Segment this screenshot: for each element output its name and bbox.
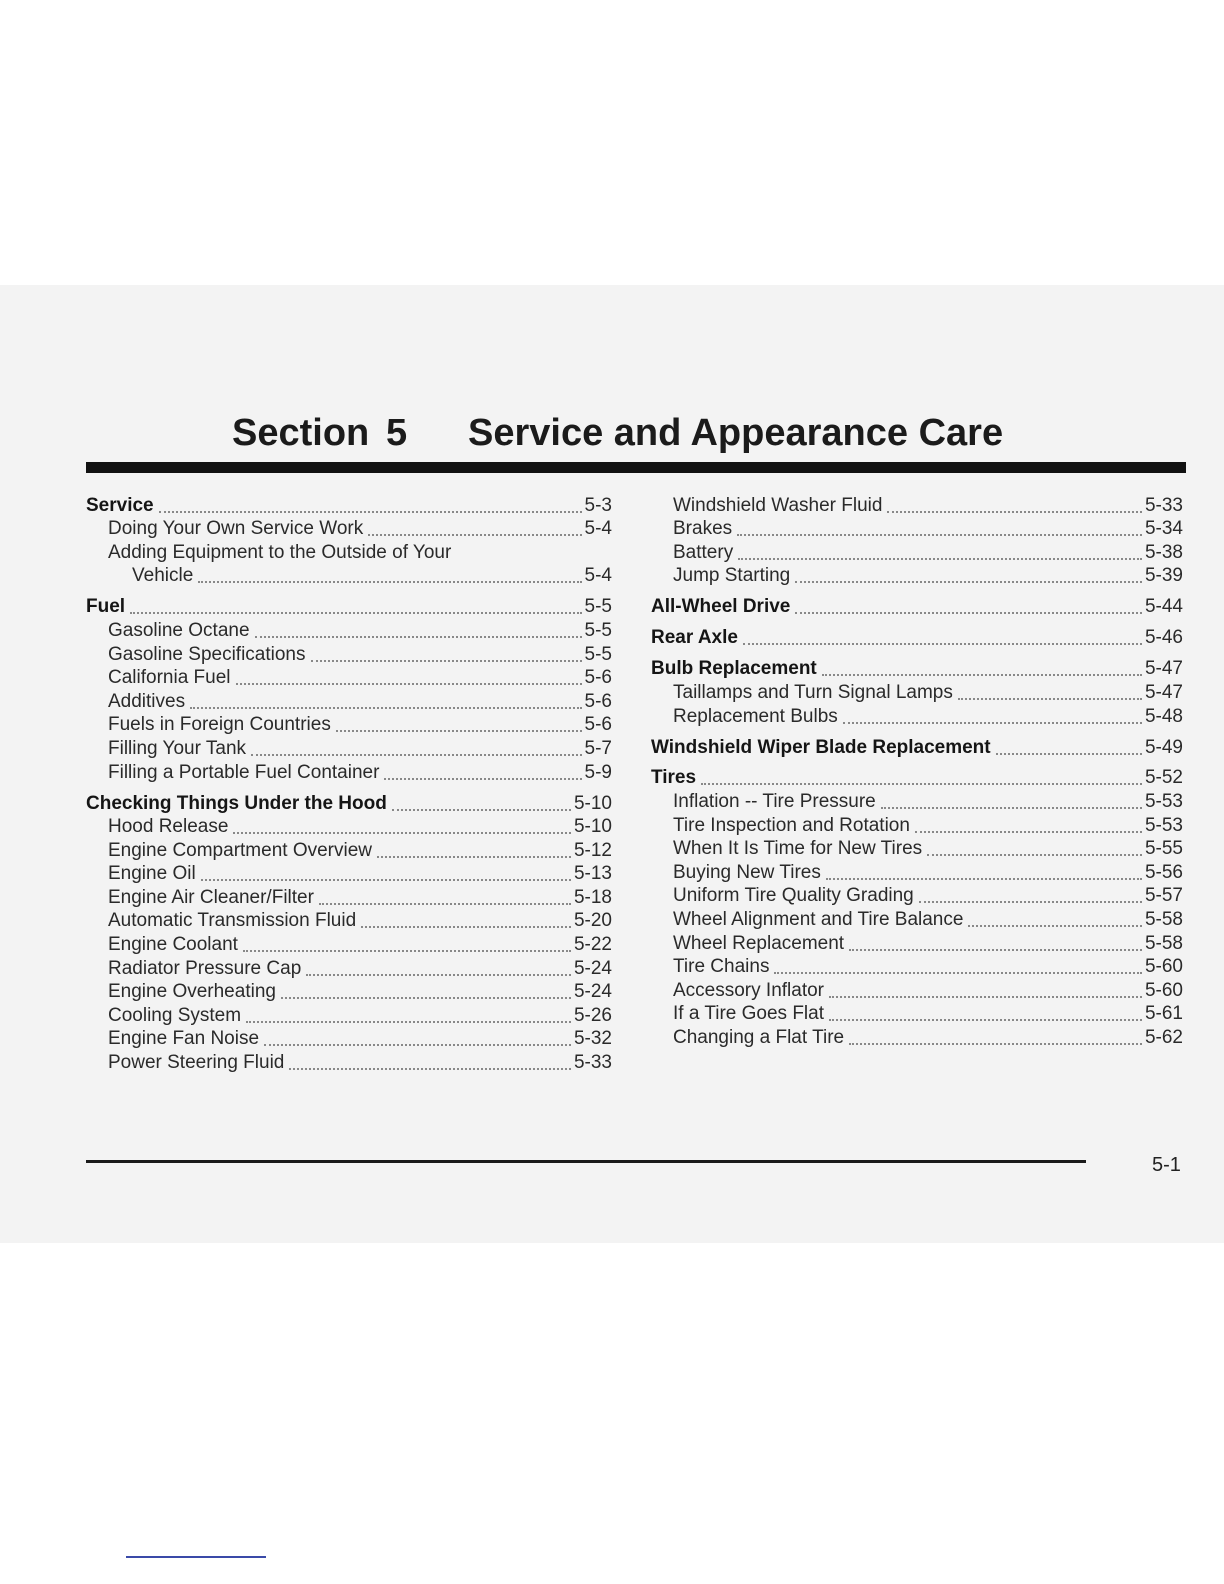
toc-entry-label: Service <box>86 494 154 516</box>
dot-leader <box>968 924 1142 927</box>
toc-entry-label: Gasoline Octane <box>108 619 250 641</box>
dot-leader <box>233 831 571 834</box>
dot-leader <box>311 659 582 662</box>
toc-entry-label: Tires <box>651 767 697 789</box>
toc-entry-label: When It Is Time for New Tires <box>673 838 923 860</box>
toc-entry[interactable] <box>86 760 612 784</box>
toc-entry[interactable] <box>86 642 612 666</box>
toc-entry-label: Taillamps and Turn Signal Lamps <box>673 681 953 703</box>
toc-entry[interactable] <box>86 689 612 713</box>
dot-leader <box>822 673 1142 676</box>
section-label: Section <box>232 412 370 454</box>
toc-entry-label: Fuel <box>86 596 126 618</box>
dot-leader <box>887 510 1142 513</box>
toc-entry[interactable] <box>86 564 612 588</box>
toc-entry-label: Checking Things Under the Hood <box>86 792 387 814</box>
toc-entry-label: Vehicle <box>132 565 194 587</box>
toc-entry-page: 5-47 <box>1144 658 1183 680</box>
toc-entry-label: Windshield Wiper Blade Replacement <box>651 736 991 758</box>
toc-entry-page: 5-33 <box>573 1052 612 1074</box>
dot-leader <box>289 1067 571 1070</box>
toc-entry-page: 5-18 <box>573 886 612 908</box>
dot-leader <box>319 902 571 905</box>
dot-leader <box>251 753 582 756</box>
toc-entry-page: 5-24 <box>573 957 612 979</box>
toc-entry[interactable] <box>86 956 612 980</box>
dot-leader <box>795 580 1142 583</box>
toc-entry-label: Power Steering Fluid <box>108 1052 285 1074</box>
toc-entry-page: 5-55 <box>1144 838 1183 860</box>
dot-leader <box>336 729 582 732</box>
toc-entry-label: California Fuel <box>108 667 231 689</box>
toc-entry-label: Filling Your Tank <box>108 737 247 759</box>
toc-entry-page: 5-3 <box>584 494 612 516</box>
toc-entry[interactable] <box>651 540 1183 564</box>
dot-leader <box>919 900 1142 903</box>
toc-entry-label: Replacement Bulbs <box>673 705 838 727</box>
toc-entry-page: 5-6 <box>584 690 612 712</box>
toc-entry-page: 5-24 <box>573 981 612 1003</box>
dot-leader <box>130 611 581 614</box>
dot-leader <box>795 611 1142 614</box>
dot-leader <box>849 948 1142 951</box>
dot-leader <box>881 806 1142 809</box>
toc-entry-label: Tire Chains <box>673 956 770 978</box>
dot-leader <box>829 1018 1142 1021</box>
toc-heading[interactable] <box>651 735 1183 759</box>
dot-leader <box>849 1042 1142 1045</box>
toc-entry-label: Changing a Flat Tire <box>673 1027 845 1049</box>
toc-heading[interactable] <box>86 791 612 815</box>
dot-leader <box>159 510 582 513</box>
toc-entry-page: 5-46 <box>1144 627 1183 649</box>
toc-heading[interactable] <box>651 595 1183 619</box>
toc-entry-label: Rear Axle <box>651 627 738 649</box>
toc-entry-page: 5-61 <box>1144 1003 1183 1025</box>
toc-entry[interactable] <box>651 789 1183 813</box>
toc-entry-label: Wheel Replacement <box>673 932 845 954</box>
toc-entry-page: 5-58 <box>1144 909 1183 931</box>
toc-entry-label: Engine Oil <box>108 863 196 885</box>
toc-entry-page: 5-58 <box>1144 932 1183 954</box>
dot-leader <box>243 949 571 952</box>
toc-entry-page: 5-9 <box>584 761 612 783</box>
toc-entry-label: Gasoline Specifications <box>108 643 306 665</box>
toc-entry-label: Inflation -- Tire Pressure <box>673 791 876 813</box>
toc-entry-label: Bulb Replacement <box>651 658 817 680</box>
toc-entry[interactable] <box>86 815 612 839</box>
toc-entry-page: 5-38 <box>1144 541 1183 563</box>
dot-leader <box>738 557 1142 560</box>
toc-entry-page: 5-6 <box>584 714 612 736</box>
toc-entry-page: 5-7 <box>584 737 612 759</box>
toc-entry[interactable] <box>86 838 612 862</box>
toc-entry[interactable] <box>86 1050 612 1074</box>
page-number: 5-1 <box>1152 1154 1181 1176</box>
toc-entry-page: 5-48 <box>1144 705 1183 727</box>
title-rule <box>86 462 1186 473</box>
toc-heading[interactable] <box>86 595 612 619</box>
toc-heading[interactable] <box>651 657 1183 681</box>
dot-leader <box>264 1043 571 1046</box>
footer-rule <box>86 1160 1086 1163</box>
toc-entry-page: 5-5 <box>584 619 612 641</box>
toc-entry[interactable] <box>651 680 1183 704</box>
toc-entry-page: 5-49 <box>1144 736 1183 758</box>
toc-entry[interactable] <box>651 978 1183 1002</box>
dot-leader <box>255 635 582 638</box>
dot-leader <box>996 752 1142 755</box>
toc-entry-label: Tire Inspection and Rotation <box>673 814 910 836</box>
dot-leader <box>826 877 1142 880</box>
toc-entry-page: 5-32 <box>573 1028 612 1050</box>
toc-entry[interactable] <box>86 862 612 886</box>
toc-entry[interactable] <box>651 907 1183 931</box>
toc-entry-page: 5-4 <box>584 565 612 587</box>
toc-entry-label: Brakes <box>673 518 733 540</box>
toc-entry[interactable] <box>86 540 612 564</box>
toc-entry-label: Engine Overheating <box>108 981 276 1003</box>
toc-entry[interactable] <box>86 666 612 690</box>
toc-entry[interactable] <box>651 1002 1183 1026</box>
dot-leader <box>368 533 581 536</box>
toc-entry-page: 5-22 <box>573 934 612 956</box>
toc-entry-page: 5-5 <box>584 643 612 665</box>
section-number: 5 <box>386 412 408 454</box>
toc-entry-page: 5-13 <box>573 863 612 885</box>
dot-leader <box>737 533 1142 536</box>
toc-entry-page: 5-10 <box>573 816 612 838</box>
toc-entry[interactable] <box>86 909 612 933</box>
toc-entry-page: 5-53 <box>1144 791 1183 813</box>
dot-leader <box>246 1020 571 1023</box>
dot-leader <box>236 682 582 685</box>
toc-entry-page: 5-47 <box>1144 681 1183 703</box>
toc-entry-label: If a Tire Goes Flat <box>673 1003 824 1025</box>
toc-entry-label: Wheel Alignment and Tire Balance <box>673 909 964 931</box>
toc-entry-label: Engine Compartment Overview <box>108 839 372 861</box>
toc-entry-page: 5-60 <box>1144 979 1183 1001</box>
toc-entry-page: 5-20 <box>573 910 612 932</box>
footnote-line <box>126 1556 266 1558</box>
toc-heading[interactable] <box>651 626 1183 650</box>
toc-entry-label: Fuels in Foreign Countries <box>108 714 331 736</box>
toc-entry-page: 5-53 <box>1144 814 1183 836</box>
dot-leader <box>384 777 581 780</box>
toc-entry-label: Engine Fan Noise <box>108 1028 260 1050</box>
toc-entry[interactable] <box>651 1025 1183 1049</box>
dot-leader <box>701 782 1142 785</box>
toc-entry-page: 5-26 <box>573 1004 612 1026</box>
dot-leader <box>392 808 571 811</box>
toc-entry[interactable] <box>651 955 1183 979</box>
toc-entry-page: 5-52 <box>1144 767 1183 789</box>
toc-entry-label: Engine Air Cleaner/Filter <box>108 886 314 908</box>
toc-entry[interactable] <box>651 517 1183 541</box>
toc-entry-page: 5-5 <box>584 596 612 618</box>
toc-entry[interactable] <box>651 931 1183 955</box>
toc-entry[interactable] <box>86 1027 612 1051</box>
toc-entry[interactable] <box>86 932 612 956</box>
toc-entry-label: Filling a Portable Fuel Container <box>108 761 380 783</box>
toc-entry[interactable] <box>651 704 1183 728</box>
toc-entry-page: 5-4 <box>584 518 612 540</box>
toc-entry[interactable] <box>651 493 1183 517</box>
toc-entry[interactable] <box>86 736 612 760</box>
toc-entry-page: 5-57 <box>1144 885 1183 907</box>
toc-entry-label: Additives <box>108 690 186 712</box>
toc-entry-label: Automatic Transmission Fluid <box>108 910 357 932</box>
toc-entry-page: 5-12 <box>573 839 612 861</box>
dot-leader <box>198 580 581 583</box>
toc-entry-page: 5-62 <box>1144 1027 1183 1049</box>
toc-entry-label: All-Wheel Drive <box>651 596 791 618</box>
toc-entry-label: Buying New Tires <box>673 861 821 883</box>
toc-entry[interactable] <box>651 837 1183 861</box>
toc-entry-page: 5-33 <box>1144 494 1183 516</box>
dot-leader <box>377 855 571 858</box>
toc-entry-page: 5-56 <box>1144 861 1183 883</box>
toc-entry-label: Engine Coolant <box>108 934 238 956</box>
dot-leader <box>927 853 1142 856</box>
dot-leader <box>829 995 1142 998</box>
toc-entry[interactable] <box>86 980 612 1004</box>
toc-entry-label: Uniform Tire Quality Grading <box>673 885 914 907</box>
section-title <box>0 408 1224 468</box>
toc-entry-page: 5-39 <box>1144 565 1183 587</box>
dot-leader <box>743 642 1142 645</box>
toc-entry[interactable] <box>651 813 1183 837</box>
toc-entry-page: 5-60 <box>1144 956 1183 978</box>
toc-heading[interactable] <box>86 493 612 517</box>
toc-entry-label: Cooling System <box>108 1004 242 1026</box>
toc-entry-label: Doing Your Own Service Work <box>108 518 364 540</box>
toc-entry[interactable] <box>86 618 612 642</box>
toc-entry[interactable] <box>86 517 612 541</box>
toc-left-column <box>86 493 612 1074</box>
toc-entry[interactable] <box>651 884 1183 908</box>
toc-entry[interactable] <box>86 1003 612 1027</box>
toc-entry-page: 5-10 <box>573 792 612 814</box>
toc-entry-page: 5-44 <box>1144 596 1183 618</box>
toc-entry[interactable] <box>651 564 1183 588</box>
toc-entry-label: Jump Starting <box>673 565 791 587</box>
dot-leader <box>306 973 571 976</box>
toc-entry-page: 5-34 <box>1144 518 1183 540</box>
dot-leader <box>915 830 1142 833</box>
dot-leader <box>361 925 571 928</box>
toc-entry[interactable] <box>651 860 1183 884</box>
toc-entry-label: Windshield Washer Fluid <box>673 494 883 516</box>
dot-leader <box>958 697 1142 700</box>
toc-entry-label: Battery <box>673 541 734 563</box>
toc-entry-label: Accessory Inflator <box>673 979 824 1001</box>
toc-entry[interactable] <box>86 713 612 737</box>
dot-leader <box>774 971 1142 974</box>
dot-leader <box>843 721 1142 724</box>
toc-heading[interactable] <box>651 766 1183 790</box>
toc-right-column <box>651 493 1183 1049</box>
toc-entry-label: Radiator Pressure Cap <box>108 957 302 979</box>
toc-entry-label: Adding Equipment to the Outside of Your <box>108 541 452 563</box>
dot-leader <box>201 878 571 881</box>
toc-entry[interactable] <box>86 885 612 909</box>
toc-entry-label: Hood Release <box>108 816 229 838</box>
toc-entry-page: 5-6 <box>584 667 612 689</box>
dot-leader <box>281 996 571 999</box>
section-name: Service and Appearance Care <box>468 412 1004 454</box>
dot-leader <box>190 706 581 709</box>
